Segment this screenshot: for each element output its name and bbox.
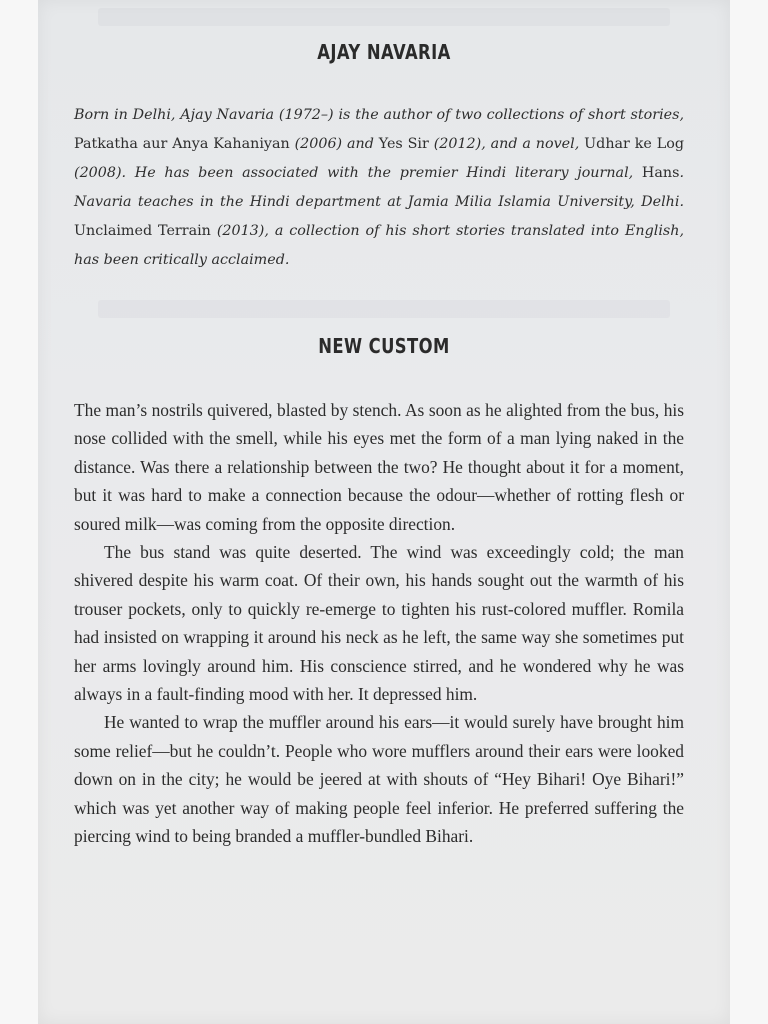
bio-book-title: Udhar ke Log (584, 136, 684, 152)
bio-book-title: Patkatha aur Anya Kahaniyan (74, 136, 290, 152)
story-paragraph: The bus stand was quite deserted. The wind was exceedingly cold; the man shivered despite his warm coat. Of their own, his hands sought out the warmth of his trouser pockets, only to quickly re-emerge to tighten his rust-colored muffler. Romila had insisted on wrapping it around his neck as he left, the same way she sometimes put her arms lovingly around him. His conscience stirred, and he wondered why he was always in a fault-finding mood with her. It depressed him. (74, 542, 684, 705)
bio-book-title: Unclaimed Terrain (74, 223, 211, 239)
bio-journal-title: Hans (641, 165, 680, 181)
author-heading: AJAY NAVARIA (317, 40, 451, 64)
bio-text: (2013), a collection of his short stories translated into English, has been critically acclaimed. (74, 223, 684, 268)
bleed-through-line (98, 300, 670, 318)
story-body (74, 396, 684, 851)
bleed-through-line (98, 8, 670, 26)
story-paragraph: The man’s nostrils quivered, blasted by stench. As soon as he alighted from the bus, his nose collided with the smell, while his eyes met the form of a man lying naked in the distance. Was there a relationship between the two? He thought about it for a moment, but it was hard to make a connection because the odour—whether of rotting flesh or soured milk—was coming from the opposite direction. (74, 400, 684, 534)
bio-text: . Navaria teaches in the Hindi department at Jamia Milia Islamia University, Delhi. (74, 165, 684, 210)
bio-text: (2012), and a novel, (428, 136, 585, 152)
story-title: NEW CUSTOM (318, 334, 450, 358)
bio-text: (2006) and (289, 136, 379, 152)
book-page (38, 0, 730, 1024)
bio-text: Born in Delhi, Ajay Navaria (1972–) is the author of two collections of short stories, (74, 107, 684, 123)
bio-book-title: Yes Sir (378, 136, 429, 152)
story-paragraph: He wanted to wrap the muffler around his ears—it would surely have brought him some relief—but he couldn’t. People who wore mufflers around their ears were looked down on in the city; he would be jeered at with shouts of “Hey Bihari! Oye Bihari!” which was yet another way of making people feel inferior. He preferred suffering the piercing wind to being branded a muffler-bundled Bihari. (74, 712, 684, 847)
bio-text: (2008). He has been associated with the premier Hindi literary journal, (74, 165, 642, 181)
author-bio (74, 101, 684, 275)
